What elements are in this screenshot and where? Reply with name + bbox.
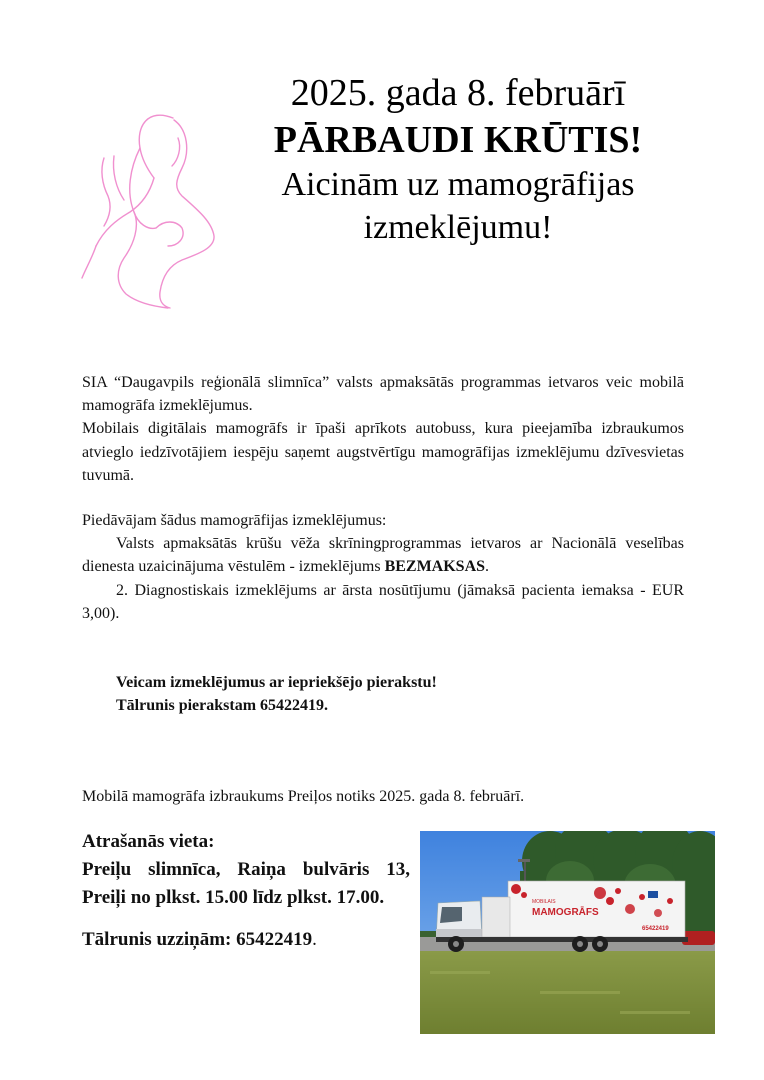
info-phone (82, 926, 410, 954)
offer-item-1-end: . (485, 558, 490, 576)
woman-silhouette-icon (78, 108, 220, 312)
page-title: PĀRBAUDI KRŪTIS! (273, 119, 643, 161)
intro-section (82, 371, 684, 487)
free-badge: BEZMAKSAS (384, 558, 486, 576)
offer-item-2: 2. Diagnostiskais izmeklējums ar ārsta nosūtījumu (jāmaksā pacienta iemaksa - EUR 3,00). (82, 581, 684, 622)
event-date: 2025. gada 8. februārī (290, 72, 626, 114)
location-address: Preiļu slimnīca, Raiņa bulvāris 13, Preiļi no plkst. 15.00 līdz plkst. 17.00. (82, 859, 410, 908)
info-phone-end: . (312, 929, 317, 950)
trip-announcement: Mobilā mamogrāfa izbraukums Preiļos notiks 2025. gada 8. februārī. (82, 788, 525, 805)
truck-brand-top: MOBILAIS (532, 899, 556, 905)
truck-phone: 65422419 (642, 926, 669, 932)
offer-section (82, 509, 684, 625)
appointment-line-1: Veicam izmeklējumus ar iepriekšējo pierakstu! (116, 674, 437, 691)
location-label: Atrašanās vieta: (82, 831, 215, 852)
offer-lead: Piedāvājam šādus mamogrāfijas izmeklējumus: (82, 512, 387, 529)
intro-paragraph-1: SIA “Daugavpils reģionālā slimnīca” valsts apmaksātās programmas ietvaros veic mobilā mamogrāfa izmeklējumus. (82, 374, 684, 415)
appointment-section (116, 671, 676, 717)
invite-line-1: Aicinām uz mamogrāfijas (281, 166, 635, 203)
offer-item-1 (82, 532, 684, 578)
heading-block (232, 70, 684, 250)
location-section (82, 828, 410, 954)
mobile-mammography-truck-photo (420, 831, 715, 1034)
offer-item-1-text: Valsts apmaksātās krūšu vēža skrīningprogrammas ietvaros ar Nacionālā veselības dienesta uzaicinājuma vēstulēm - izmeklējums (82, 535, 684, 576)
appointment-phone: Tālrunis pierakstam 65422419. (116, 697, 329, 715)
truck-brand: MAMOGRĀFS (532, 907, 599, 918)
invite-line-2: izmeklējumu! (363, 209, 553, 246)
intro-paragraph-2: Mobilais digitālais mamogrāfs ir īpaši aprīkots autobuss, kura pieejamība izbraukumos atvieglo iedzīvotājiem iespēju saņemt augstvērtīgu mamogrāfijas izmeklējumu dzīvesvietas tuvumā. (82, 420, 684, 484)
info-phone-text: Tālrunis uzziņām: 65422419 (82, 929, 313, 950)
